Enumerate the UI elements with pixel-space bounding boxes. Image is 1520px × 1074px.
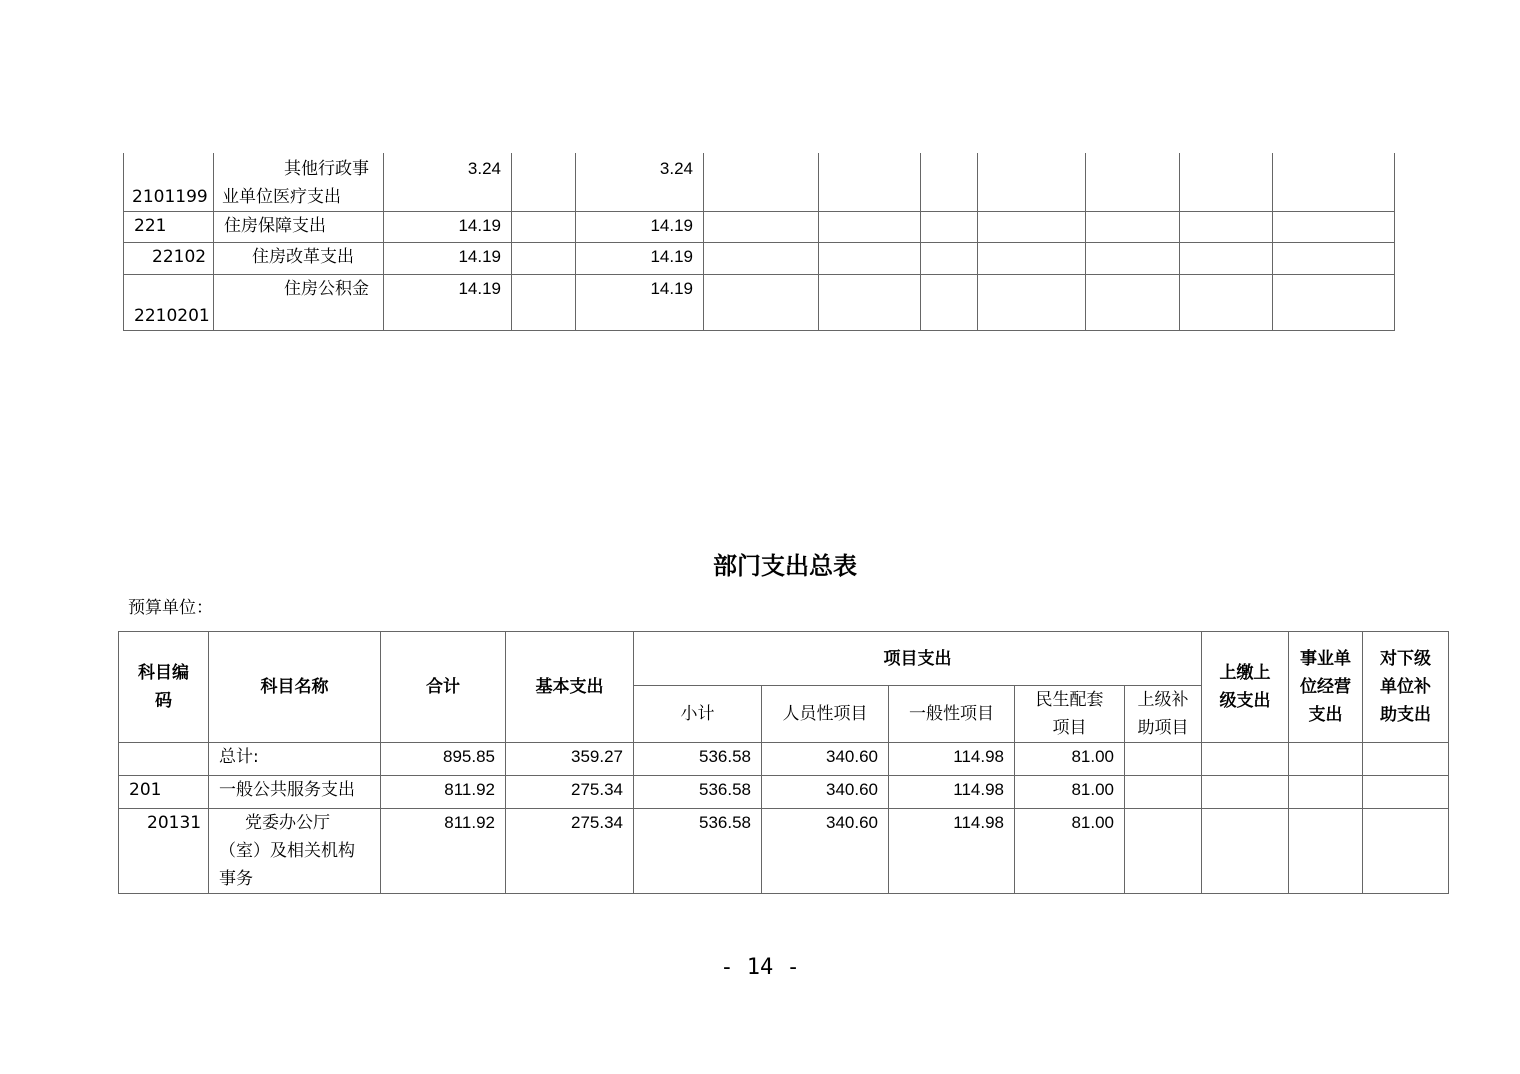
- header-subsidy: 对下级 单位补 助支出: [1363, 632, 1449, 743]
- header-payup: 上缴上 级支出: [1202, 632, 1289, 743]
- header-superior: 上级补 助项目: [1125, 686, 1202, 743]
- header-row: [119, 632, 1449, 686]
- subject-name: 一般公共服务支出: [209, 776, 381, 809]
- subject-name: 住房公积金: [214, 275, 384, 331]
- subtotal-cell: 536.58: [634, 809, 762, 894]
- department-expenditure-table: [118, 631, 1449, 894]
- total-cell: 14.19: [384, 275, 512, 331]
- subtotal-cell: 14.19: [576, 212, 704, 243]
- continued-expenditure-table: [123, 153, 1395, 331]
- header-subtotal: 小计: [634, 686, 762, 743]
- subject-name: 党委办公厅 （室）及相关机构 事务: [209, 809, 381, 894]
- total-cell: 3.24: [384, 153, 512, 212]
- table-row: [124, 275, 1395, 331]
- subtotal-cell: 14.19: [576, 243, 704, 275]
- basic-cell: 359.27: [506, 743, 634, 776]
- table-row: [119, 809, 1449, 894]
- total-cell: 14.19: [384, 212, 512, 243]
- personnel-cell: 340.60: [762, 743, 889, 776]
- personnel-cell: 340.60: [762, 776, 889, 809]
- table-row: [124, 243, 1395, 275]
- header-business: 事业单 位经营 支出: [1289, 632, 1363, 743]
- livelihood-cell: 81.00: [1015, 776, 1125, 809]
- total-cell: 14.19: [384, 243, 512, 275]
- total-cell: 811.92: [381, 776, 506, 809]
- header-code: 科目编 码: [119, 632, 209, 743]
- header-basic: 基本支出: [506, 632, 634, 743]
- subject-name: 住房保障支出: [214, 212, 384, 243]
- header-livelihood: 民生配套 项目: [1015, 686, 1125, 743]
- table-row: [124, 212, 1395, 243]
- general-cell: 114.98: [889, 743, 1015, 776]
- total-cell: 811.92: [381, 809, 506, 894]
- header-name: 科目名称: [209, 632, 381, 743]
- total-cell: 895.85: [381, 743, 506, 776]
- header-general: 一般性项目: [889, 686, 1015, 743]
- basic-cell: 275.34: [506, 809, 634, 894]
- subtotal-cell: 3.24: [576, 153, 704, 212]
- header-personnel: 人员性项目: [762, 686, 889, 743]
- subject-code: 2210201: [124, 275, 214, 331]
- table-row: [119, 776, 1449, 809]
- livelihood-cell: 81.00: [1015, 809, 1125, 894]
- general-cell: 114.98: [889, 809, 1015, 894]
- subtotal-cell: 536.58: [634, 776, 762, 809]
- basic-cell: 275.34: [506, 776, 634, 809]
- subject-code: 221: [124, 212, 214, 243]
- table-row: [119, 743, 1449, 776]
- subtotal-cell: 536.58: [634, 743, 762, 776]
- subject-name: 住房改革支出: [214, 243, 384, 275]
- subject-code: 22102: [124, 243, 214, 275]
- budget-unit-label: 预算单位：: [128, 598, 213, 618]
- subject-name: 总计:: [209, 743, 381, 776]
- page-title: 部门支出总表: [713, 551, 857, 580]
- livelihood-cell: 81.00: [1015, 743, 1125, 776]
- general-cell: 114.98: [889, 776, 1015, 809]
- subject-code: 20131: [119, 809, 209, 894]
- table-row: [124, 153, 1395, 212]
- header-project: 项目支出: [634, 632, 1202, 686]
- subject-code: 201: [119, 776, 209, 809]
- subject-name: 其他行政事 业单位医疗支出: [214, 153, 384, 212]
- header-total: 合计: [381, 632, 506, 743]
- page-number: - 14 -: [720, 955, 800, 980]
- subject-code: [119, 743, 209, 776]
- personnel-cell: 340.60: [762, 809, 889, 894]
- subtotal-cell: 14.19: [576, 275, 704, 331]
- subject-code: 2101199: [124, 153, 214, 212]
